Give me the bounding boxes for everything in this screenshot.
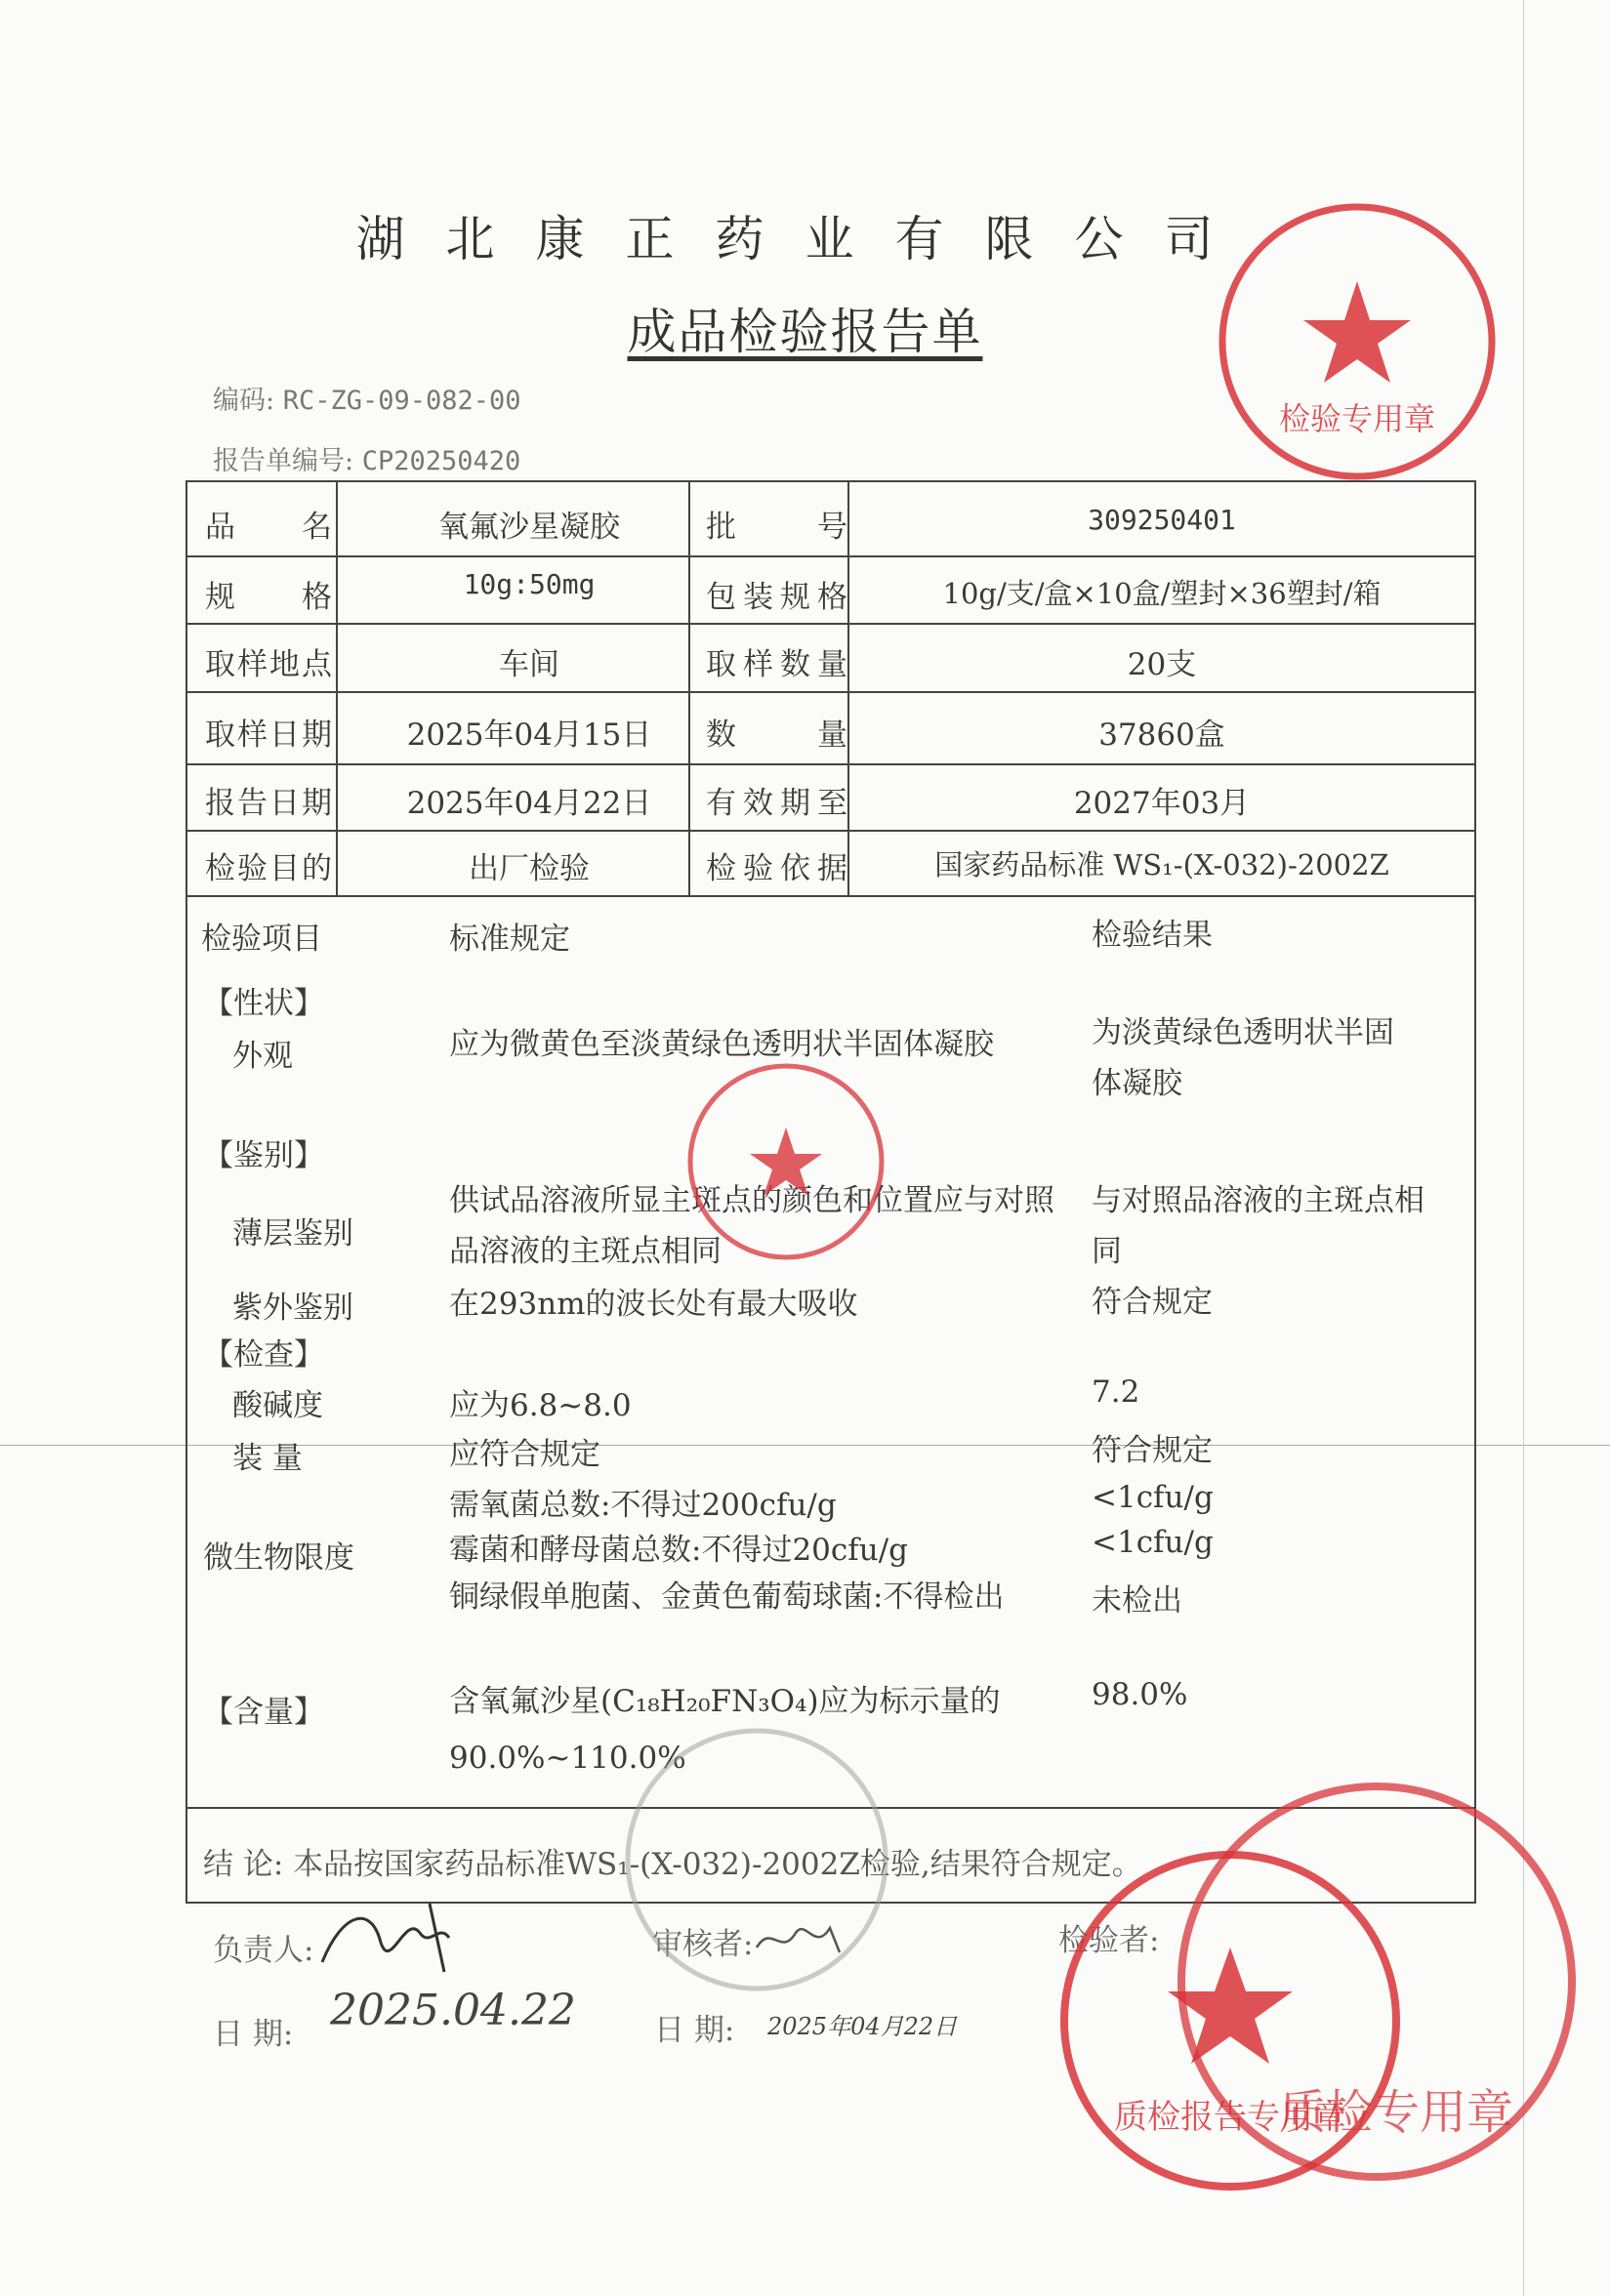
result-ph: 7.2 <box>1092 1374 1140 1410</box>
label-sampling-location: 取样地点 <box>205 647 332 682</box>
label-sample-quantity: 取样数量 <box>706 647 847 682</box>
value-quantity: 37860盒 <box>1098 718 1225 753</box>
test-tlc: 薄层鉴别 <box>232 1216 353 1251</box>
document-code-label: 编码: <box>213 386 275 416</box>
value-report-date: 2025年04月22日 <box>406 786 652 821</box>
report-title: 成品检验报告单 <box>627 304 983 360</box>
value-sample-quantity: 20支 <box>1127 647 1197 682</box>
result-appearance: 为淡黄绿色透明状半固体凝胶 <box>1092 1015 1394 1101</box>
result-microbial-2: <1cfu/g <box>1092 1525 1214 1560</box>
value-spec: 10g:50mg <box>463 568 596 600</box>
document-code <box>213 379 521 417</box>
label-report-date: 报告日期 <box>205 786 332 821</box>
stamp-quality-inspection-large <box>1172 1777 1582 2187</box>
label-package-spec: 包装规格 <box>706 580 847 615</box>
conclusion-label: 结 论: <box>203 1847 284 1882</box>
section-identification: 【鉴别】 <box>203 1138 324 1173</box>
label-sampling-date: 取样日期 <box>205 718 332 753</box>
section-check: 【检查】 <box>203 1337 324 1373</box>
company-name: 湖北康正药业有限公司 <box>355 211 1255 267</box>
standard-appearance: 应为微黄色至淡黄绿色透明状半固体凝胶 <box>449 1027 994 1062</box>
document-code-value: RC-ZG-09-082-00 <box>282 386 521 416</box>
result-fill: 符合规定 <box>1092 1433 1213 1468</box>
inspector-label: 检验者: <box>1058 1923 1160 1958</box>
label-batch-no: 批号 <box>706 510 847 545</box>
label-product-name: 品名 <box>205 510 332 545</box>
label-basis: 检验依据 <box>706 851 847 886</box>
result-tlc: 与对照品溶液的主斑点相同 <box>1092 1183 1424 1269</box>
result-microbial-1: <1cfu/g <box>1092 1480 1214 1515</box>
value-sampling-date: 2025年04月15日 <box>406 718 652 753</box>
report-number-label: 报告单编号: <box>213 446 354 476</box>
label-expiry: 有效期至 <box>706 786 847 821</box>
value-product-name: 氧氟沙星凝胶 <box>438 510 620 545</box>
test-ph: 酸碱度 <box>232 1388 323 1423</box>
value-sampling-location: 车间 <box>499 647 559 682</box>
label-purpose: 检验目的 <box>205 851 332 886</box>
standard-microbial-3: 铜绿假单胞菌、金黄色葡萄球菌:不得检出 <box>449 1579 1005 1615</box>
col-test-item: 检验项目 <box>201 922 322 957</box>
standard-tlc: 供试品溶液所显主斑点的颜色和位置应与对照品溶液的主斑点相同 <box>449 1183 1054 1269</box>
standard-assay: 含氧氟沙星(C₁₈H₂₀FN₃O₄)应为标示量的90.0%~110.0% <box>449 1684 1001 1776</box>
conclusion-text: 本品按国家药品标准WS₁-(X-032)-2002Z检验,结果符合规定。 <box>293 1847 1142 1882</box>
value-basis: 国家药品标准 WS₁-(X-032)-2002Z <box>934 848 1389 882</box>
stamp-gray-faded <box>615 1718 898 2001</box>
date-label-responsible: 日 期: <box>213 2017 294 2052</box>
result-assay: 98.0% <box>1092 1677 1188 1712</box>
test-uv: 紫外鉴别 <box>232 1291 353 1326</box>
standard-fill: 应符合规定 <box>449 1437 600 1472</box>
responsible-signature <box>312 1894 478 1982</box>
reviewer-label: 审核者: <box>652 1927 754 1962</box>
value-batch-no: 309250401 <box>1088 504 1236 536</box>
label-quantity: 数量 <box>706 718 847 753</box>
date-label-reviewer: 日 期: <box>654 2013 735 2048</box>
standard-uv: 在293nm的波长处有最大吸收 <box>449 1287 858 1322</box>
col-standard: 标准规定 <box>449 922 570 957</box>
value-purpose: 出厂检验 <box>469 851 590 886</box>
svg-text:质检报告专用章: 质检报告专用章 <box>1114 2098 1346 2137</box>
stamp-wanjia <box>683 1059 888 1264</box>
standard-microbial-1: 需氧菌总数:不得过200cfu/g <box>449 1488 837 1523</box>
result-microbial-3: 未检出 <box>1092 1583 1182 1619</box>
test-microbial: 微生物限度 <box>203 1540 354 1576</box>
value-expiry: 2027年03月 <box>1073 786 1251 821</box>
col-result: 检验结果 <box>1092 918 1213 953</box>
standard-microbial-2: 霉菌和酵母菌总数:不得过20cfu/g <box>449 1533 908 1568</box>
value-package-spec: 10g/支/盒×10盒/塑封×36塑封/箱 <box>942 577 1382 610</box>
test-fill: 装 量 <box>232 1441 303 1476</box>
responsible-date: 2025.04.22 <box>330 1986 576 2035</box>
stamp-kangzheng-inspection <box>1211 195 1504 488</box>
section-assay: 【含量】 <box>203 1695 324 1730</box>
svg-text:质检专用章: 质检专用章 <box>1278 2085 1514 2140</box>
reviewer-date: 2025年04月22日 <box>767 2013 958 2040</box>
svg-text:检验专用章: 检验专用章 <box>1278 400 1436 437</box>
label-spec: 规格 <box>205 580 332 615</box>
section-property: 【性状】 <box>203 986 324 1021</box>
result-uv: 符合规定 <box>1092 1285 1213 1320</box>
responsible-label: 负责人: <box>213 1933 314 1968</box>
test-appearance: 外观 <box>232 1039 293 1074</box>
standard-ph: 应为6.8~8.0 <box>449 1388 632 1423</box>
report-number-value: CP20250420 <box>361 446 521 476</box>
report-number <box>213 439 520 477</box>
